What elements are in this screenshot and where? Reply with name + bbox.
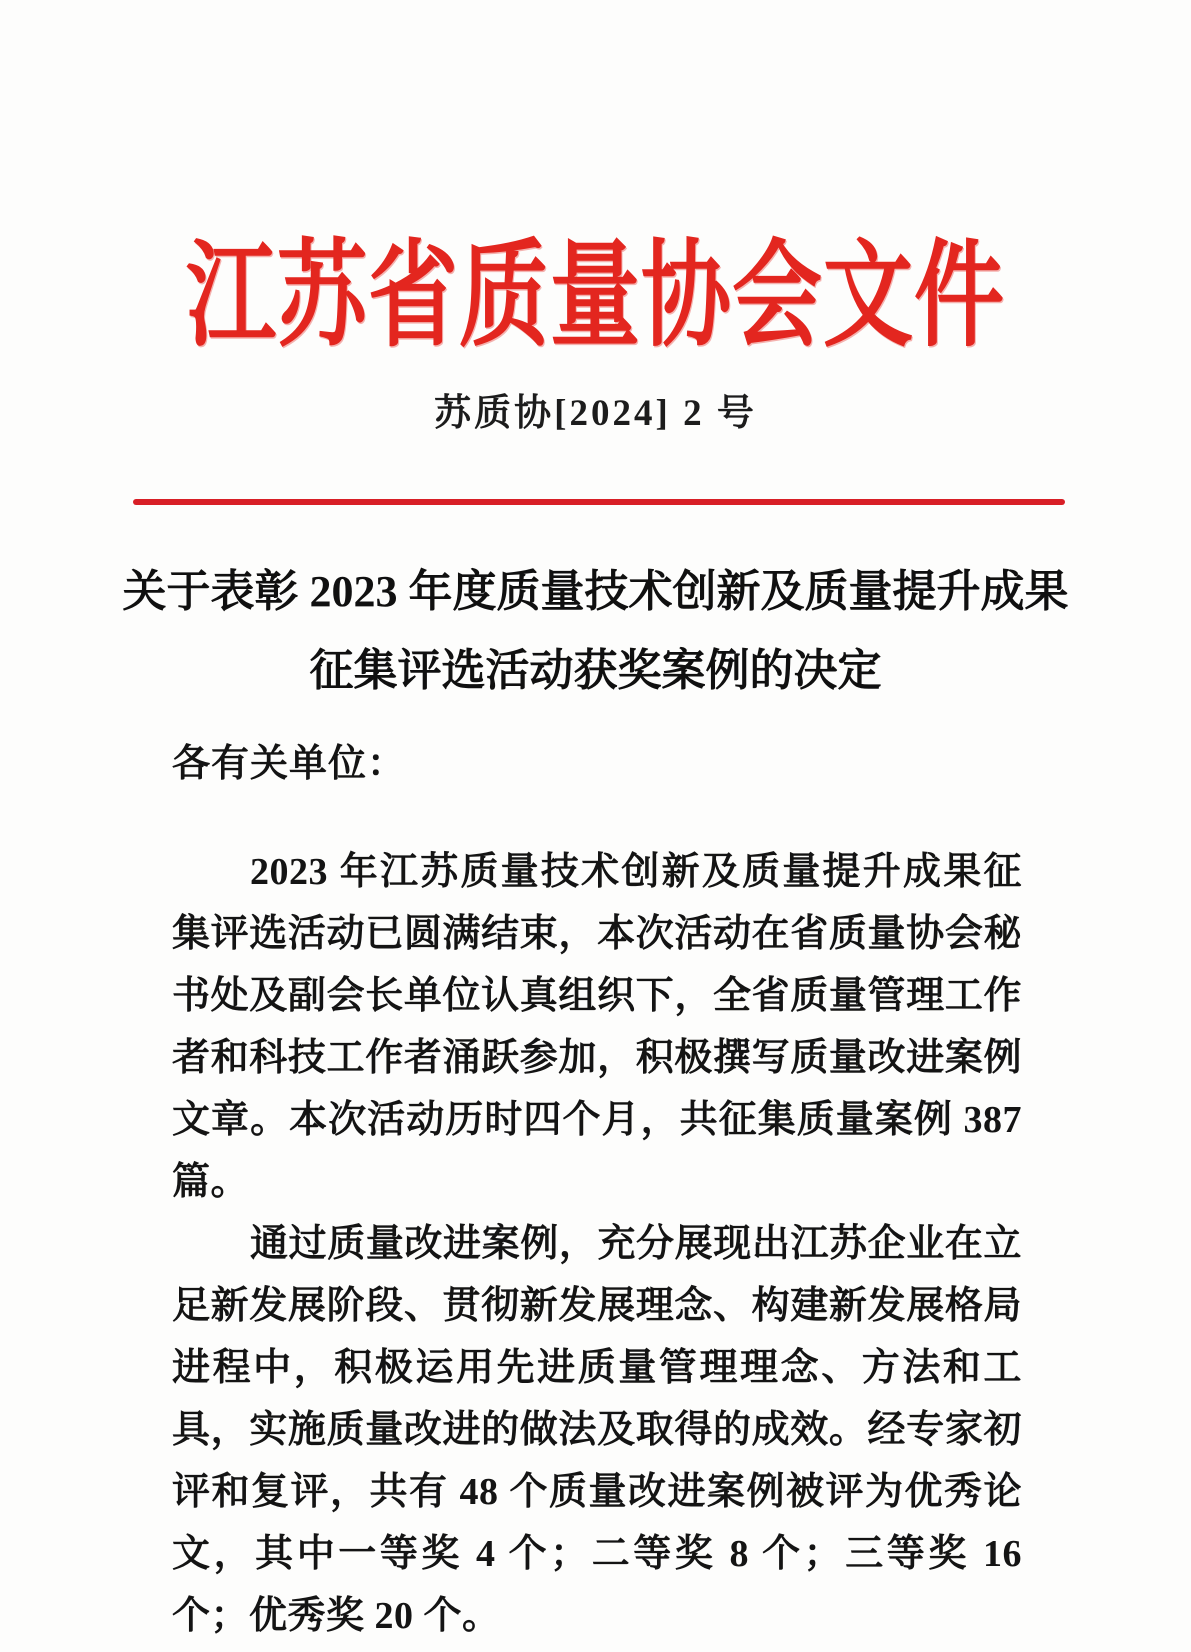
doc-reference-number: 苏质协[2024] 2 号 (434, 393, 757, 434)
doc-body (172, 733, 1022, 1647)
letterhead-org-title: 江苏省质量协会文件 (186, 234, 1005, 361)
doc-title-line1: 关于表彰 2023 年度质量技术创新及质量提升成果 (122, 567, 1069, 616)
doc-title (90, 552, 1101, 710)
red-divider-rule (133, 499, 1065, 505)
salutation: 各有关单位： (172, 743, 407, 785)
body-paragraph: 2023 年江苏质量技术创新及质量提升成果征集评选活动已圆满结束，本次活动在省质量协会秘书处及副会长单位认真组织下，全省质量管理工作者和科技工作者涌跃参加，积极撰写质量改进案例文章。本次活动历时四个月，共征集质量案例 387 篇。 (172, 851, 1022, 1203)
body-paragraph: 通过质量改进案例，充分展现出江苏企业在立足新发展阶段、贯彻新发展理念、构建新发展格局进程中，积极运用先进质量管理理念、方法和工具，实施质量改进的做法及取得的成效。经专家初评和复评，共有 48 个质量改进案例被评为优秀论文，其中一等奖 4 个；二等奖 8 个；三等奖 16 个；优秀奖 20 个。 (172, 1223, 1022, 1637)
doc-title-line2: 征集评选活动获奖案例的决定 (309, 646, 882, 695)
